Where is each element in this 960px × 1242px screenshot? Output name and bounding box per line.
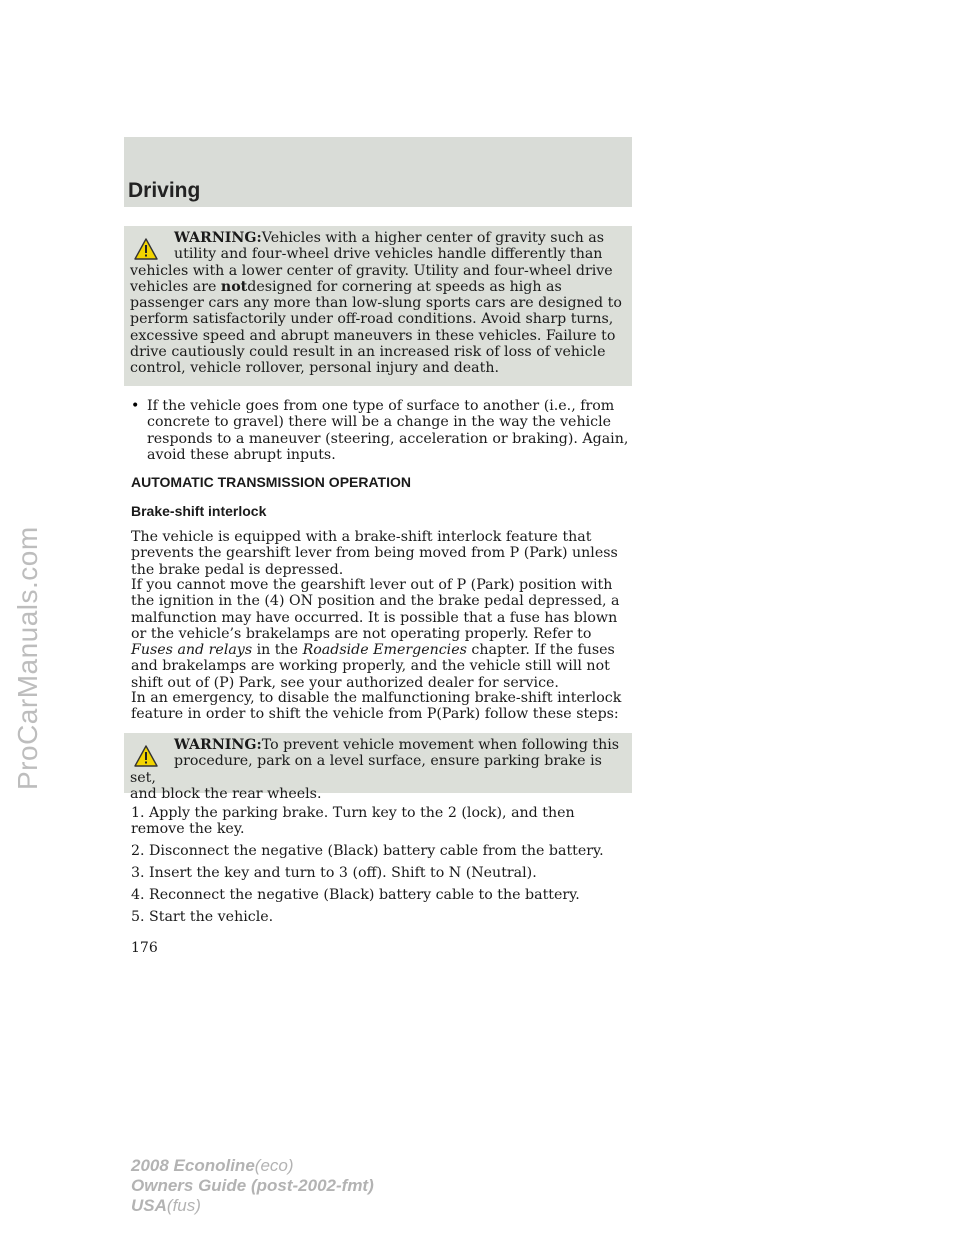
footer-market [131, 1196, 201, 1215]
paragraph-interlock-intro: The vehicle is equipped with a brake-shift interlock feature that prevents the gearshift lever from being moved from P (Park) unless the brake pedal is depressed. [131, 529, 618, 578]
warning-text-a: Vehicles with a higher center of gravity such as [261, 230, 605, 246]
warning-text-b: utility and four-wheel drive vehicles handle differently than [174, 246, 603, 263]
section-heading: AUTOMATIC TRANSMISSION OPERATION [131, 474, 411, 490]
paragraph-malfunction-post: chapter. If the fuses and brakelamps are working properly, and the vehicle still will not shift out of (P) Park, see your authorized dealer for service. [131, 642, 615, 691]
step-item: 5. Start the vehicle. [131, 909, 274, 925]
page-number: 176 [131, 940, 158, 956]
footer-guide-name: Owners Guide (post-2002-fmt) [131, 1176, 374, 1195]
step-item: 1. Apply the parking brake. Turn key to the 2 (lock), and then remove the key. [131, 805, 575, 838]
footer-model-name: 2008 Econoline [131, 1156, 255, 1175]
warning-text-a: To prevent vehicle movement when following this [261, 737, 620, 753]
paragraph-emergency: In an emergency, to disable the malfunctioning brake-shift interlock feature in order to shift the vehicle from P(Park) follow these steps: [131, 690, 622, 723]
footer-model-code: (eco) [254, 1156, 294, 1175]
paragraph-malfunction-mid: in the [256, 642, 299, 659]
warning-text-e: cars any more than low-slung sports cars are designed to perform satisfactorily under off-road conditions. Avoid sharp turns, excessive speed and abrupt maneuvers in these vehicles. Failure to drive cautiously could result in an increased risk of loss of vehicle control, vehicle rollover, personal injury and death. [130, 295, 622, 377]
warning-text [130, 230, 628, 377]
warning-text-d: vehicles are [130, 278, 221, 295]
warning-text-c: and block the rear wheels. [130, 785, 322, 802]
cross-reference-chapter: Roadside Emergencies [302, 642, 467, 659]
step-item: 3. Insert the key and turn to 3 (off). Shift to N (Neutral). [131, 865, 537, 881]
footer-guide [131, 1176, 374, 1195]
bullet-symbol: • [131, 398, 140, 414]
warning-label: WARNING: [174, 737, 262, 753]
warning-box [124, 733, 632, 802]
footer-model [131, 1156, 294, 1175]
warning-label: WARNING: [174, 230, 262, 246]
warning-text-b: procedure, park on a level surface, ensure parking brake is set, [130, 753, 602, 786]
section-title: Driving [128, 179, 201, 202]
footer-market-code: (fus) [166, 1196, 201, 1215]
bullet-text: If the vehicle goes from one type of surface to another (i.e., from concrete to gravel) there will be a change in the way the vehicle responds to a maneuver (steering, acceleration or braking). Again, avoid these abrupt inputs. [147, 398, 629, 463]
footer-market-name: USA [131, 1196, 167, 1215]
warning-box [124, 226, 632, 386]
subsection-heading: Brake-shift interlock [131, 503, 267, 519]
watermark: ProCarManuals.com [12, 526, 43, 790]
step-item: 4. Reconnect the negative (Black) battery cable to the battery. [131, 887, 580, 903]
cross-reference-fuses: Fuses and relays [131, 642, 253, 659]
warning-emphasis: not [220, 278, 248, 295]
warning-text [130, 737, 628, 802]
paragraph-malfunction-text: If you cannot move the gearshift lever out of P (Park) position with the ignition in the (4) ON position and the brake pedal depressed, a malfunction may have occurred. It is possible that a fuse has blown or the vehicle’s brakelamps are not operating properly. Refer to [131, 577, 620, 642]
step-item: 2. Disconnect the negative (Black) battery cable from the battery. [131, 843, 604, 859]
warning-text-d-post: designed for cornering at speeds as high as passenger [130, 278, 562, 312]
warning-text-c: vehicles with a lower center of gravity. Utility and four-wheel drive [130, 262, 613, 279]
paragraph-malfunction [131, 577, 631, 691]
